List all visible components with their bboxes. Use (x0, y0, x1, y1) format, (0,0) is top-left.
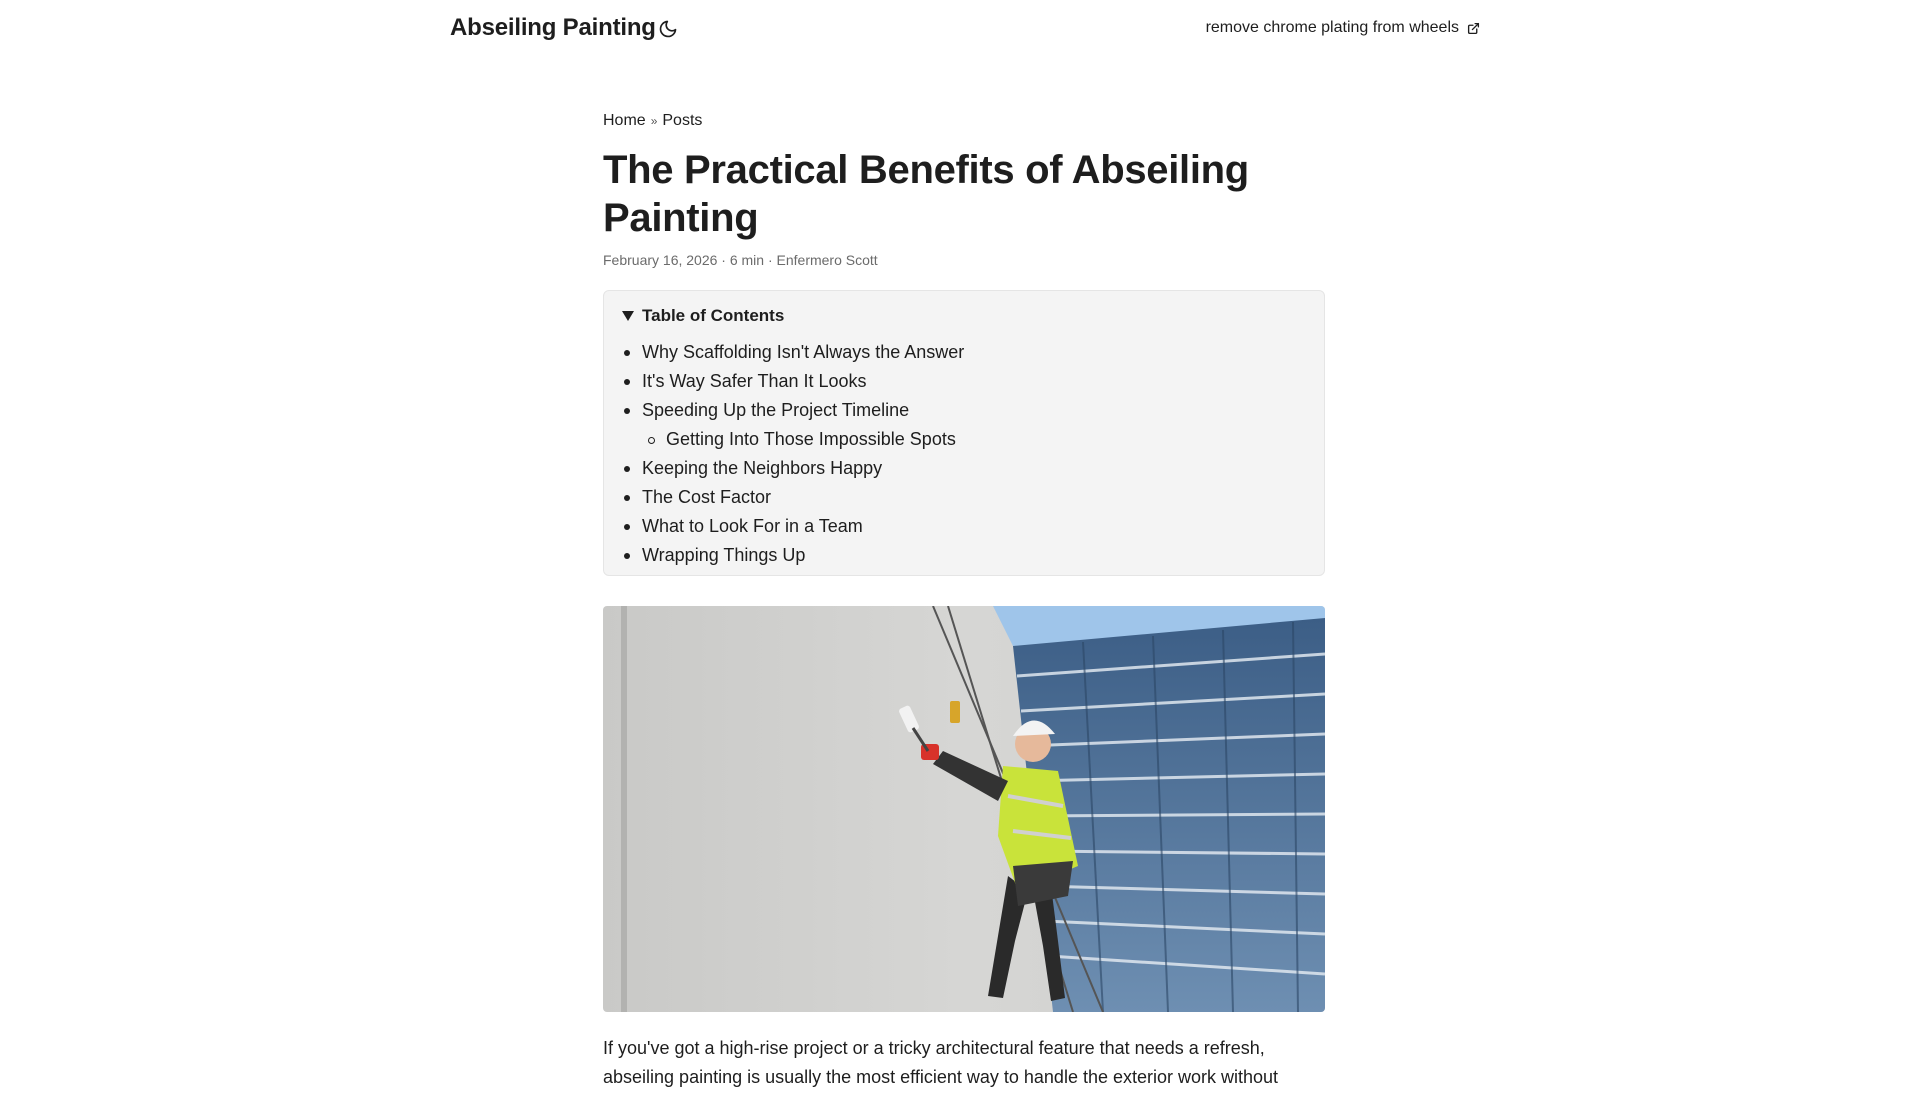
toc-link[interactable]: Wrapping Things Up (642, 545, 806, 565)
post-title: The Practical Benefits of Abseiling Painting (603, 148, 1249, 240)
toc-item (622, 338, 1306, 367)
toc-link[interactable]: Speeding Up the Project Timeline (642, 400, 910, 420)
triangle-down-icon (622, 311, 634, 321)
toc-item (622, 396, 1306, 425)
intro-paragraph: If you've got a high-rise project or a tricky architectural feature that needs a refresh, abseiling painting is usually the most efficient way to handle the exterior work without (603, 1038, 1279, 1087)
toc-link[interactable]: Keeping the Neighbors Happy (642, 458, 883, 478)
site-header (0, 0, 1920, 60)
header-external-link-label: remove chrome plating from wheels (1205, 19, 1459, 36)
breadcrumb-home[interactable]: Home (603, 112, 646, 129)
post-meta: February 16, 2026 · 6 min · Enfermero Scott (603, 252, 878, 268)
toc-link[interactable]: It's Way Safer Than It Looks (642, 371, 867, 391)
site-logo[interactable]: Abseiling Painting (450, 14, 656, 41)
toc-link[interactable]: Getting Into Those Impossible Spots (666, 429, 956, 449)
toc-link[interactable]: What to Look For in a Team (642, 516, 863, 536)
toc-item (622, 483, 1306, 512)
cover-image (603, 606, 1325, 1012)
header-external-link[interactable] (1206, 19, 1480, 37)
toc-toggle[interactable] (622, 305, 1306, 327)
toc-subitem (622, 425, 1306, 454)
toc-link[interactable]: Why Scaffolding Isn't Always the Answer (642, 342, 965, 362)
toc-list (622, 338, 1306, 570)
toc-title: Table of Contents (642, 306, 785, 325)
moon-icon[interactable] (658, 19, 678, 39)
table-of-contents (603, 290, 1325, 576)
breadcrumb-posts[interactable]: Posts (662, 112, 703, 129)
main-content (603, 110, 1327, 1110)
abseiler-photo (603, 606, 1325, 1012)
toc-item (622, 512, 1306, 541)
toc-item (622, 541, 1306, 570)
toc-item (622, 454, 1306, 483)
toc-link[interactable]: The Cost Factor (642, 487, 772, 507)
toc-item (622, 367, 1306, 396)
breadcrumb-separator: » (650, 114, 658, 128)
breadcrumb (603, 110, 1327, 132)
external-link-icon (1467, 22, 1480, 35)
